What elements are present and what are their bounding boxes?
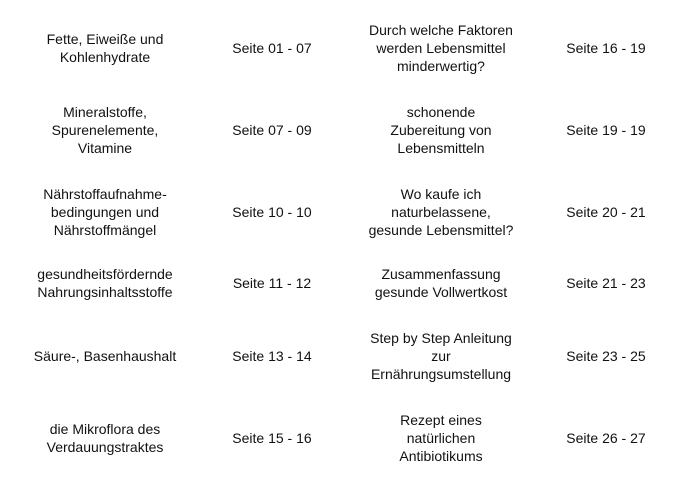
toc-entry-title <box>14 398 196 478</box>
toc-entry-title-text: gesundheitsfördernde Nahrungsinhaltsstoffe <box>37 266 173 300</box>
toc-row <box>0 243 688 323</box>
toc-entry-pages-text: Seite 11 - 12 <box>232 275 312 291</box>
toc-entry-title-text: die Mikroflora des Verdauungstraktes <box>46 421 164 455</box>
toc-entry-title <box>340 90 542 170</box>
toc-entry-title <box>14 8 196 88</box>
toc-entry-title <box>14 243 196 323</box>
toc-entry-pages-text: Seite 10 - 10 <box>232 204 312 220</box>
toc-entry-pages-text: Seite 16 - 19 <box>566 40 646 56</box>
toc-entry-title-text: Step by Step Anleitung zur Ernährungsumstellung <box>370 330 512 382</box>
toc-entry-pages <box>212 8 332 88</box>
toc-entry-title-text: Fette, Eiweiße und Kohlenhydrate <box>46 31 164 65</box>
toc-entry-pages <box>212 316 332 396</box>
toc-entry-pages-text: Seite 13 - 14 <box>232 348 312 364</box>
toc-entry-pages-text: Seite 20 - 21 <box>566 204 646 220</box>
toc-entry-pages <box>546 398 666 478</box>
toc-entry-pages <box>212 398 332 478</box>
toc-entry-title-text: Nährstoffaufnahme- bedingungen und Nährstoffmängel <box>43 186 167 238</box>
toc-entry-title <box>14 172 196 252</box>
toc-entry-title-text: Durch welche Faktoren werden Lebensmittel minderwertig? <box>369 22 513 74</box>
toc-entry-pages-text: Seite 15 - 16 <box>232 430 312 446</box>
toc-entry-title <box>340 172 542 252</box>
toc-row <box>0 8 688 88</box>
toc-entry-pages <box>546 8 666 88</box>
toc-entry-pages <box>212 90 332 170</box>
toc-entry-title <box>340 316 542 396</box>
toc-entry-title <box>14 90 196 170</box>
toc-row <box>0 316 688 396</box>
toc-entry-pages-text: Seite 23 - 25 <box>566 348 646 364</box>
toc-entry-pages-text: Seite 07 - 09 <box>232 122 312 138</box>
toc-entry-pages <box>546 316 666 396</box>
toc-entry-title-text: Wo kaufe ich naturbelassene, gesunde Lebensmittel? <box>368 186 514 238</box>
toc-entry-title <box>14 316 196 396</box>
toc-entry-title-text: Zusammenfassung gesunde Vollwertkost <box>374 266 508 300</box>
toc-entry-pages <box>546 172 666 252</box>
toc-row <box>0 90 688 170</box>
toc-entry-pages-text: Seite 19 - 19 <box>566 122 646 138</box>
toc-entry-title <box>340 243 542 323</box>
toc-row <box>0 172 688 252</box>
toc-entry-title <box>340 8 542 88</box>
toc-entry-title-text: Säure-, Basenhaushalt <box>33 348 177 364</box>
toc-entry-pages-text: Seite 26 - 27 <box>566 430 646 446</box>
toc-entry-pages-text: Seite 21 - 23 <box>566 275 646 291</box>
toc-entry-title-text: Rezept eines natürlichen Antibiotikums <box>399 412 483 464</box>
toc-entry-pages <box>212 243 332 323</box>
toc-entry-title-text: schonende Zubereitung von Lebensmitteln <box>390 104 492 156</box>
toc-row <box>0 398 688 478</box>
toc-entry-pages <box>546 90 666 170</box>
toc-entry-pages <box>212 172 332 252</box>
toc-entry-pages-text: Seite 01 - 07 <box>232 40 312 56</box>
toc-entry-pages <box>546 243 666 323</box>
toc-entry-title-text: Mineralstoffe, Spurenelemente, Vitamine <box>51 104 159 156</box>
toc-entry-title <box>340 398 542 478</box>
